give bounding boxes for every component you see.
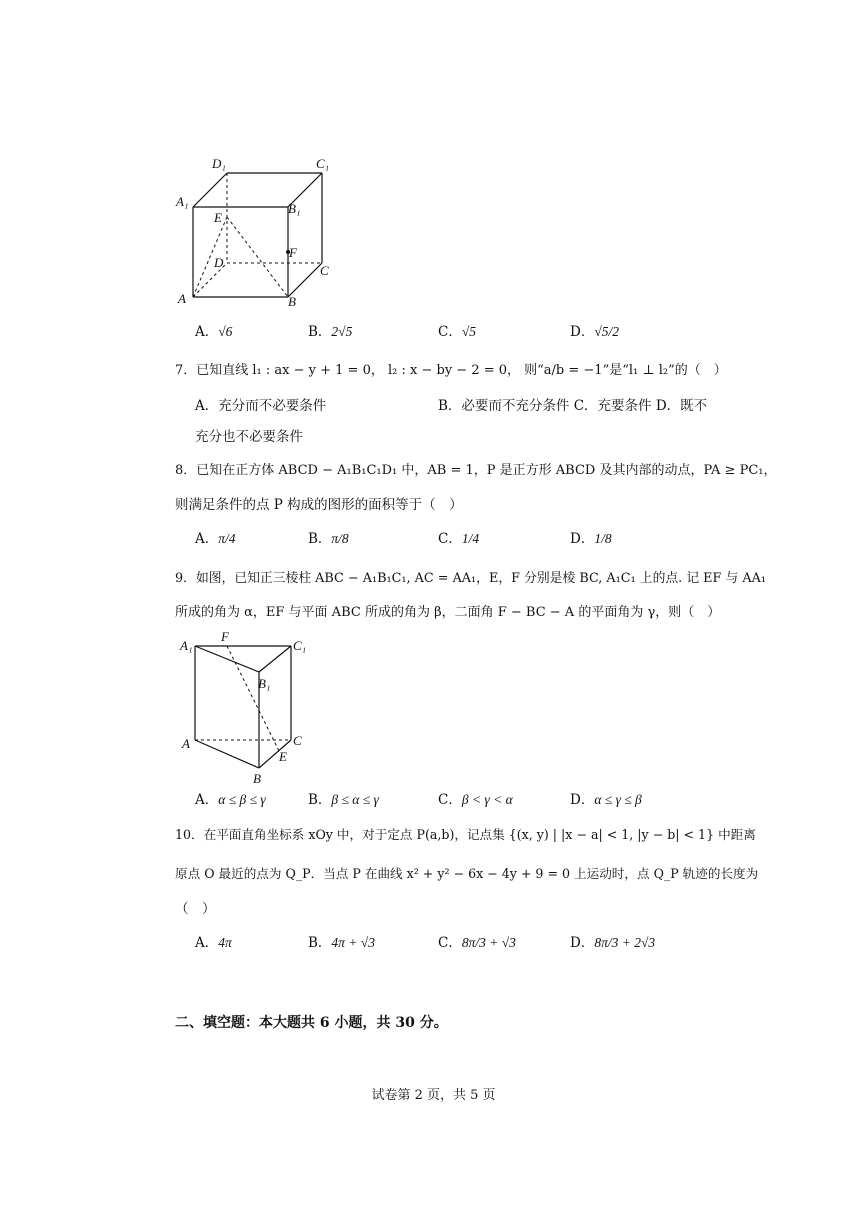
q7-option-d-cont: 充分也不必要条件 — [195, 429, 303, 445]
label-A1: A₁ — [176, 194, 189, 209]
label-C: C — [293, 733, 302, 748]
label-C1: C₁ — [293, 638, 307, 653]
q10-option-c: C．8π/3 + √3 — [438, 935, 516, 951]
prism-figure — [175, 630, 315, 785]
q7-option-a: A．充分而不必要条件 — [195, 398, 327, 414]
q8-option-b: B．π/8 — [308, 531, 349, 547]
section-heading-fill-in: 二、填空题：本大题共 6 小题，共 30 分。 — [175, 1015, 448, 1031]
label-B1: B₁ — [258, 676, 271, 691]
label-C: C — [320, 263, 329, 278]
label-A: A — [178, 291, 186, 306]
q10-stem-line2: 原点 O 最近的点为 Q_P．当点 P 在曲线 x² + y² − 6x − 4y + 9 = 0 上运动时，点 Q_P 轨迹的长度为 — [175, 866, 759, 881]
q10-stem-line1: 10．在平面直角坐标系 xOy 中，对于定点 P(a,b)，记点集 {(x, y) | |x − a| < 1, |y − b| < 1} 中距离 — [175, 827, 756, 842]
label-E: E — [214, 210, 222, 225]
q9-option-d: D．α ≤ γ ≤ β — [570, 792, 642, 808]
q8-stem-line2: 则满足条件的点 P 构成的图形的面积等于（ ） — [175, 497, 463, 513]
q9-option-b: B．β ≤ α ≤ γ — [308, 792, 379, 808]
q10-option-d: D．8π/3 + 2√3 — [570, 935, 656, 951]
q8-option-a: A．π/4 — [195, 531, 236, 547]
label-A1: A₁ — [180, 638, 193, 653]
q6-option-d: D．√5/2 — [570, 324, 619, 340]
q6-option-a: A．√6 — [195, 324, 233, 340]
q8-option-d: D．1/8 — [570, 531, 612, 547]
q10-option-a: A．4π — [195, 935, 232, 951]
label-F: F — [221, 630, 229, 644]
q8-option-c: C．1/4 — [438, 531, 480, 547]
q6-option-b: B．2√5 — [308, 324, 353, 340]
q9-stem-line1: 9．如图，已知正三棱柱 ABC − A₁B₁C₁, AC = AA₁，E，F 分别是棱 BC, A₁C₁ 上的点. 记 EF 与 AA₁ — [175, 571, 766, 586]
q7-option-bcd: B．必要而不充分条件 C．充要条件 D．既不 — [438, 398, 708, 414]
page-footer: 试卷第 2 页，共 5 页 — [371, 1088, 496, 1103]
label-B: B — [288, 294, 296, 309]
q10-stem-line3: （ ） — [175, 901, 216, 917]
q6-option-c: C．√5 — [438, 324, 477, 340]
label-D: D — [214, 255, 224, 270]
q8-stem-line1: 8．已知在正方体 ABCD − A₁B₁C₁D₁ 中，AB = 1，P 是正方形 ABCD 及其内部的动点，PA ≥ PC₁， — [175, 463, 777, 478]
label-F: F — [289, 245, 297, 260]
q9-option-c: C．β < γ < α — [438, 792, 513, 808]
label-E: E — [279, 749, 287, 764]
q10-option-b: B．4π + √3 — [308, 935, 375, 951]
label-A: A — [182, 736, 190, 751]
label-C1: C₁ — [316, 156, 330, 171]
q9-option-a: A．α ≤ β ≤ γ — [195, 792, 266, 808]
label-B1: B₁ — [288, 201, 301, 216]
label-D1: D₁ — [212, 156, 226, 171]
label-B: B — [253, 771, 261, 785]
q7-stem: 7．已知直线 l₁ : ax − y + 1 = 0， l₂ : x − by − 2 = 0， 则“a/b = −1”是“l₁ ⊥ l₂”的（ ） — [175, 363, 727, 378]
cube-figure — [170, 150, 340, 310]
q9-stem-line2: 所成的角为 α，EF 与平面 ABC 所成的角为 β，二面角 F − BC − A 的平面角为 γ，则（ ） — [175, 605, 721, 620]
